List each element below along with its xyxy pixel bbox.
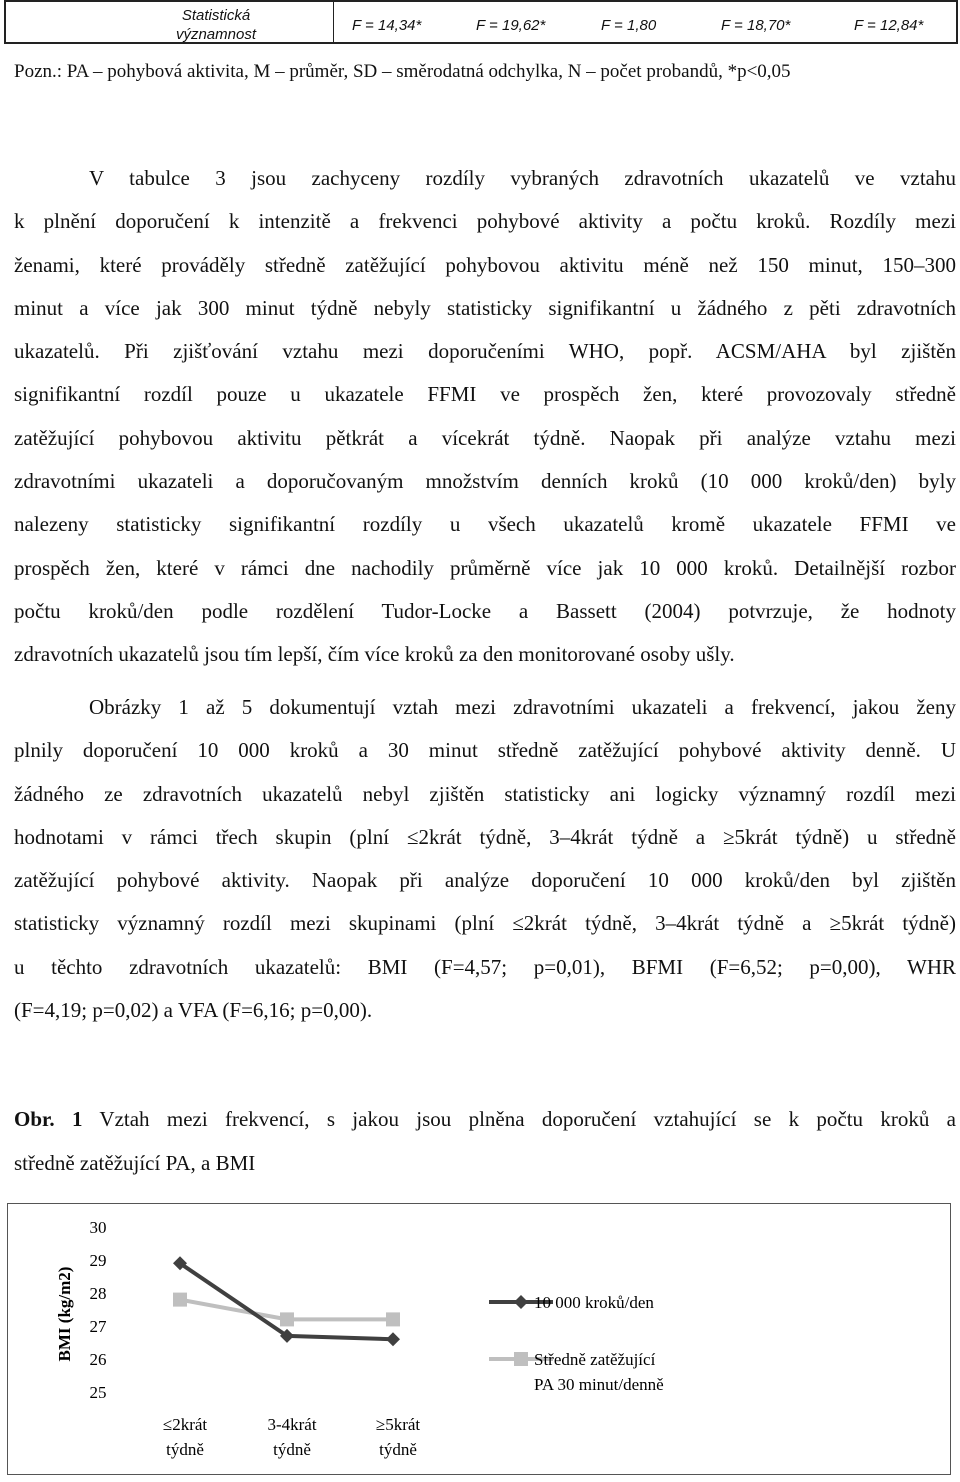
y-tick-label: 26 [89, 1350, 107, 1369]
caption-line: středně zatěžující PA, a BMI [14, 1151, 256, 1175]
figure-caption [14, 1097, 956, 1185]
y-tick-label: 27 [89, 1317, 107, 1336]
figure-number: Obr. 1 [14, 1107, 83, 1131]
text-line: žádného ze zdravotních ukazatelů nebyl zjištěn statisticky ani logicky významný rozdíl mezi [14, 781, 956, 806]
text-line: u těchto zdravotních ukazatelů: BMI (F=4,57; p=0,01), BFMI (F=6,52; p=0,00), WHR [14, 954, 956, 979]
text-line: Obrázky 1 až 5 dokumentují vztah mezi zdravotními ukazateli a frekvencí, jakou ženy [89, 695, 956, 719]
chart-frame [7, 1203, 951, 1475]
text-line: zatěžující pohybové aktivity. Naopak při analýze doporučení 10 000 kroků/den byl zjištěn [14, 868, 956, 893]
f-value: F = 19,62* [476, 17, 546, 34]
data-point [280, 1312, 294, 1326]
f-value: F = 12,84* [854, 17, 924, 34]
bmi-line-chart [8, 1204, 952, 1476]
y-tick-label: 28 [89, 1284, 107, 1303]
legend-label: Středně zatěžující PA 30 minut/denně [534, 1350, 664, 1394]
text-line: počtu kroků/den podle rozdělení Tudor-Locke a Bassett (2004) potvrzuje, že hodnoty [14, 598, 956, 623]
legend-marker [514, 1295, 528, 1309]
f-value: F = 14,34* [352, 17, 422, 34]
y-tick-label: 29 [89, 1251, 107, 1270]
data-point [386, 1312, 400, 1326]
legend-label: 10 000 kroků/den [534, 1293, 654, 1312]
paragraph-2 [14, 686, 956, 1032]
f-value: F = 18,70* [721, 17, 791, 34]
x-tick-label: 3-4krát týdně [267, 1415, 317, 1459]
significance-label: Statistická významnost [175, 7, 257, 43]
f-value: F = 1,80 [601, 17, 657, 34]
text-line: ženami, které prováděly středně zatěžující pohybovou aktivitu méně než 150 minut, 150–300 [14, 252, 956, 277]
x-tick-label: ≤2krát týdně [162, 1415, 208, 1459]
table-divider [333, 2, 334, 42]
caption-text: Vztah mezi frekvencí, s jakou jsou plněna doporučení vztahující se k počtu kroků a [99, 1107, 956, 1131]
y-tick-label: 25 [89, 1383, 107, 1402]
text-line: zdravotními ukazateli a doporučovaným množstvím denních kroků (10 000 kroků/den) byly [14, 469, 956, 494]
x-tick-label: ≥5krát týdně [375, 1415, 421, 1459]
y-axis-title: BMI (kg/m2) [55, 1266, 74, 1362]
text-line: plnily doporučení 10 000 kroků a 30 minut středně zatěžující pohybové aktivity denně. U [14, 738, 956, 763]
text-line: k plnění doporučení k intenzitě a frekvenci pohybové aktivity a počtu kroků. Rozdíly mezi [14, 209, 956, 234]
text-line: zdravotních ukazatelů jsou tím lepší, čím více kroků za den monitorované osoby ušly. [14, 642, 735, 667]
data-point [173, 1293, 187, 1307]
text-line: nalezeny statisticky signifikantní rozdíly u všech ukazatelů kromě ukazatele FFMI ve [14, 512, 956, 537]
text-line: minut a více jak 300 minut týdně nebyly statisticky signifikantní u žádného z pěti zdravotních [14, 295, 956, 320]
data-point [386, 1332, 400, 1346]
y-tick-label: 30 [89, 1218, 107, 1237]
paragraph-1 [14, 157, 956, 677]
caption-line [14, 1097, 956, 1141]
table-note: Pozn.: PA – pohybová aktivita, M – průměr, SD – směrodatná odchylka, N – počet probandů, *p<0,05 [14, 61, 791, 82]
text-line: statisticky významný rozdíl mezi skupinami (plní ≤2krát týdně, 3–4krát týdně a ≥5krát týdně) [14, 911, 956, 936]
text-line: (F=4,19; p=0,02) a VFA (F=6,16; p=0,00). [14, 998, 373, 1023]
text-line: prospěch žen, které v rámci dne nachodily průměrně více jak 10 000 kroků. Detailnější rozbor [14, 555, 956, 580]
text-line: V tabulce 3 jsou zachyceny rozdíly vybraných zdravotních ukazatelů ve vztahu [89, 166, 956, 190]
significance-table-row [4, 0, 958, 44]
text-line: hodnotami v rámci třech skupin (plní ≤2krát týdně, 3–4krát týdně a ≥5krát týdně) u středně [14, 824, 956, 849]
series-line [180, 1263, 393, 1339]
text-line: zatěžující pohybovou aktivitu pětkrát a vícekrát týdně. Naopak při analýze vztahu mezi [14, 425, 956, 450]
text-line: signifikantní rozdíl pouze u ukazatele FFMI ve prospěch žen, které provozovaly středně [14, 382, 956, 407]
text-line: ukazatelů. Při zjišťování vztahu mezi doporučeními WHO, popř. ACSM/AHA byl zjištěn [14, 339, 956, 364]
legend-marker [514, 1352, 528, 1366]
